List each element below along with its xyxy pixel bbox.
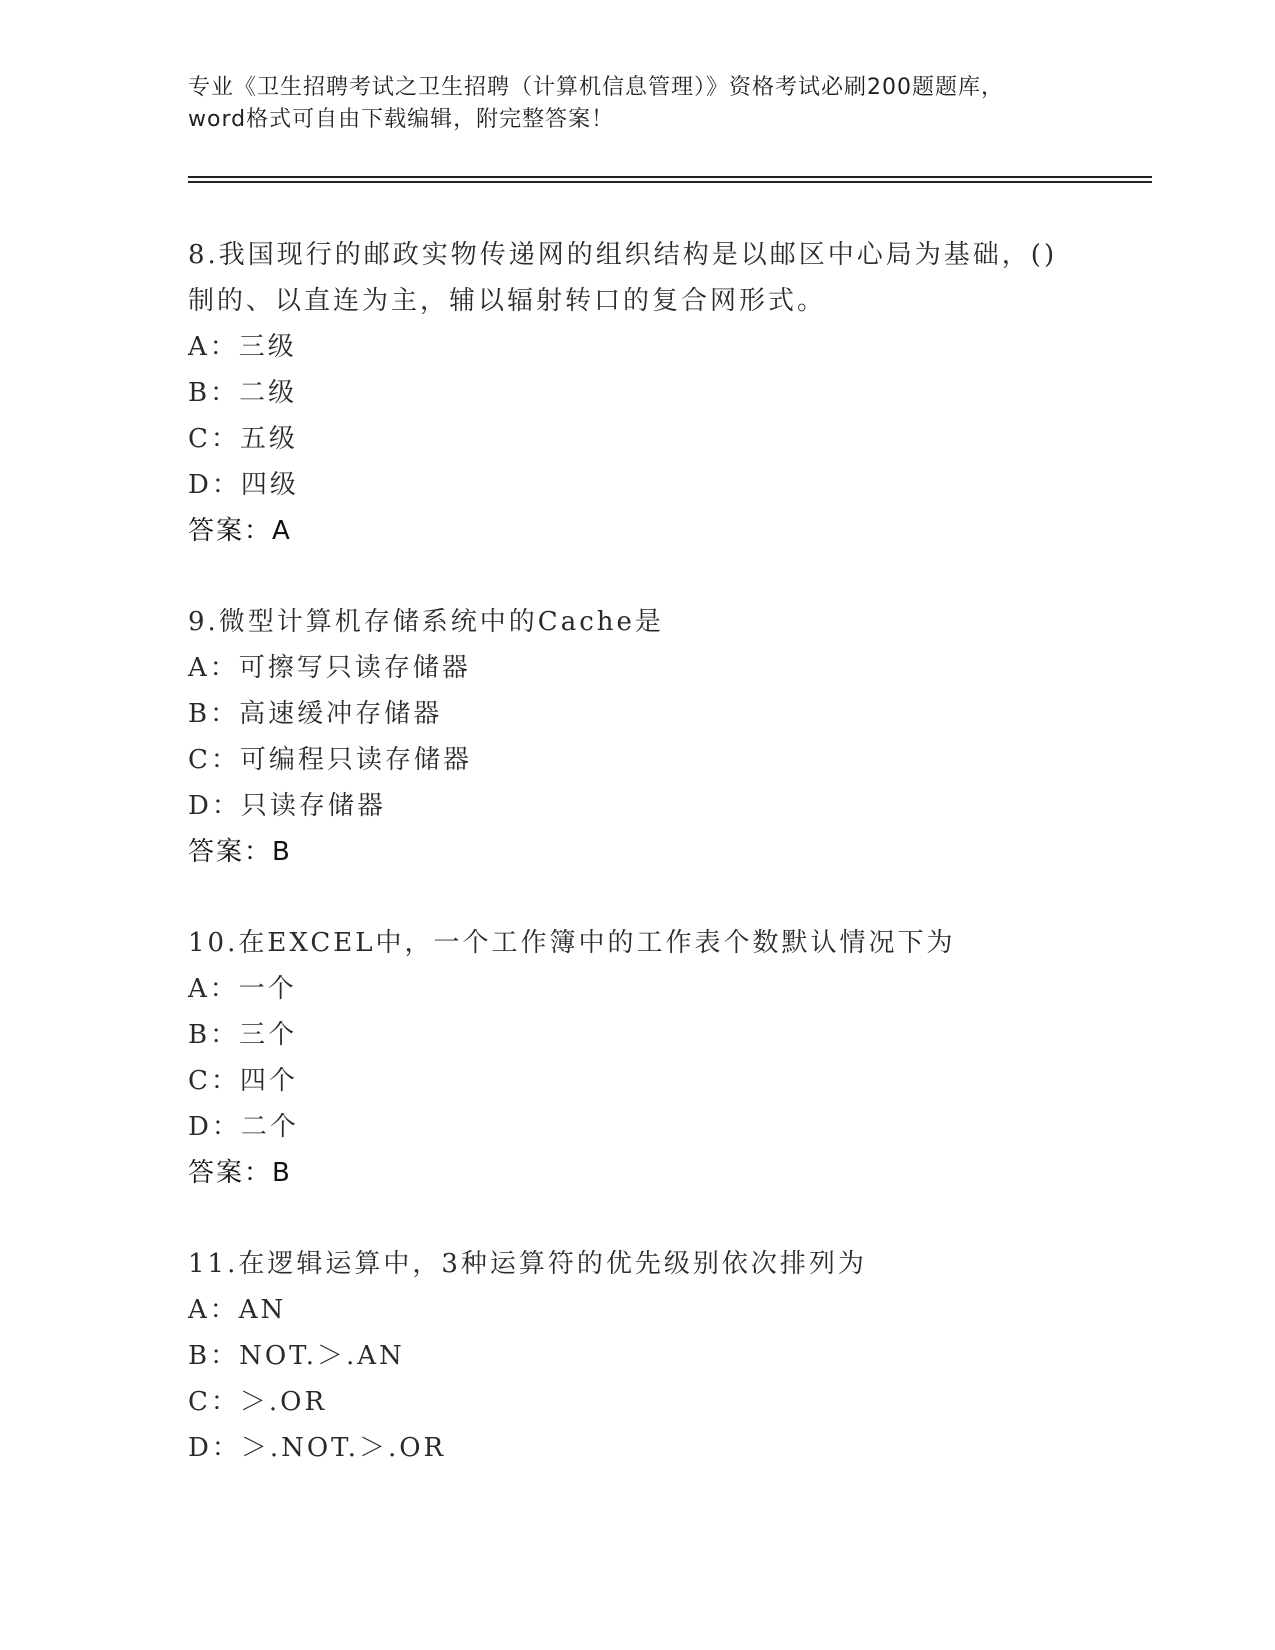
question-11	[188, 1241, 1088, 1471]
option-d: D：四级	[188, 470, 299, 500]
header-title-line-2: word格式可自由下载编辑，附完整答案！	[188, 107, 615, 132]
option-d: D：＞.NOT.＞.OR	[188, 1433, 447, 1463]
option-d: D：二个	[188, 1112, 299, 1142]
option-c: C：可编程只读存储器	[188, 745, 472, 775]
option-a: A：一个	[188, 974, 297, 1004]
option-c: C：五级	[188, 424, 298, 454]
header-divider-top	[188, 176, 1152, 178]
document-header	[188, 72, 1088, 136]
answer-line: 答案：A	[188, 516, 292, 546]
question-list	[188, 232, 1088, 1516]
question-stem	[188, 232, 1088, 324]
question-stem-line: 9.微型计算机存储系统中的Cache是	[188, 607, 664, 637]
answer-line: 答案：B	[188, 837, 292, 867]
option-b: B：NOT.＞.AN	[188, 1341, 405, 1371]
option-d: D：只读存储器	[188, 791, 386, 821]
answer-line: 答案：B	[188, 1158, 292, 1188]
question-stem-line: 制的、以直连为主，辅以辐射转口的复合网形式。	[188, 286, 827, 316]
question-stem-line: 8.我国现行的邮政实物传递网的组织结构是以邮区中心局为基础，()	[188, 240, 1058, 270]
option-b: B：高速缓冲存储器	[188, 699, 443, 729]
question-10	[188, 920, 1088, 1196]
question-stem	[188, 920, 1088, 966]
option-b: B：二级	[188, 378, 298, 408]
option-c: C：四个	[188, 1066, 298, 1096]
option-b: B：三个	[188, 1020, 298, 1050]
question-9	[188, 599, 1088, 875]
question-stem-line: 11.在逻辑运算中，3种运算符的优先级别依次排列为	[188, 1249, 867, 1279]
option-c: C：＞.OR	[188, 1387, 328, 1417]
option-a: A：可擦写只读存储器	[188, 653, 471, 683]
option-a: A：三级	[188, 332, 297, 362]
header-divider-bottom	[188, 181, 1152, 183]
question-stem	[188, 1241, 1088, 1287]
question-stem-line: 10.在EXCEL中，一个工作簿中的工作表个数默认情况下为	[188, 928, 956, 958]
question-8	[188, 232, 1088, 554]
option-a: A：AN	[188, 1295, 287, 1325]
header-title-line-1: 专业《卫生招聘考试之卫生招聘（计算机信息管理）》资格考试必刷200题题库，	[188, 75, 1004, 100]
question-stem	[188, 599, 1088, 645]
